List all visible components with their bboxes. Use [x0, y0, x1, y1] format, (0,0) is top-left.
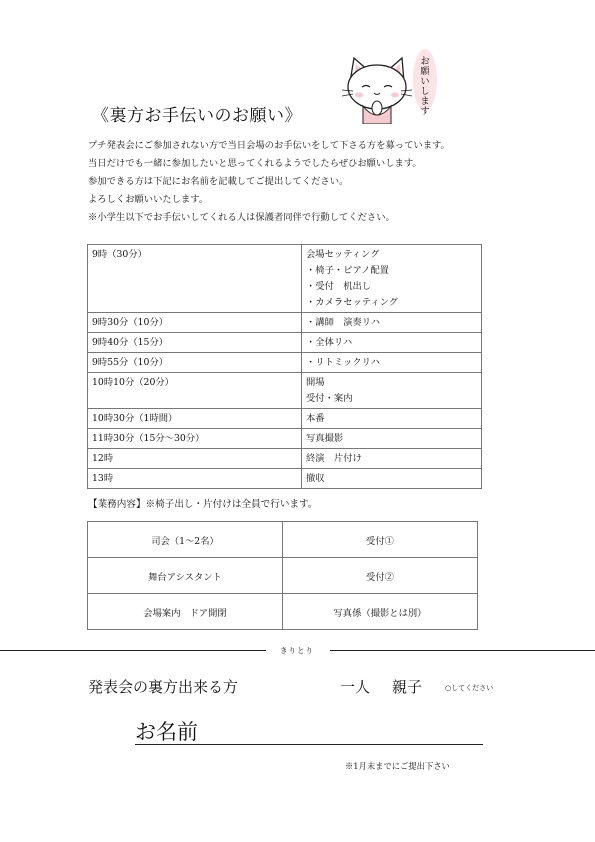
schedule-task: ・カメラセッティング — [306, 297, 399, 308]
schedule-time: 9時55分（10分） — [88, 353, 302, 373]
option-single[interactable]: 一人 — [340, 678, 371, 696]
cut-line-left — [0, 650, 266, 651]
schedule-time: 9時40分（15分） — [88, 333, 302, 353]
roles-row — [88, 558, 478, 594]
schedule-tasks — [302, 469, 482, 489]
schedule-task: ・受付 机出し — [306, 281, 372, 292]
schedule-time: 13時 — [88, 469, 302, 489]
cut-line-right — [330, 650, 595, 651]
section-label: 【業務内容】※椅子出し・片付けは全員で行います。 — [88, 499, 318, 510]
role-cell: 受付① — [283, 522, 478, 558]
schedule-tasks — [302, 429, 482, 449]
schedule-task: ・全体リハ — [306, 337, 353, 348]
schedule-row — [88, 373, 482, 409]
intro-line: 参加できる方は下記にお名前を記載してご提出してください。 — [88, 176, 349, 187]
schedule-tasks — [302, 313, 482, 333]
roles-row — [88, 594, 478, 630]
schedule-row — [88, 353, 482, 373]
schedule-row — [88, 449, 482, 469]
schedule-task: 写真撮影 — [306, 433, 344, 444]
role-cell: 会場案内 ドア開閉 — [88, 594, 283, 630]
schedule-tasks — [302, 245, 482, 313]
schedule-tasks — [302, 333, 482, 353]
schedule-time: 9時（30分） — [88, 245, 302, 313]
schedule-row — [88, 429, 482, 449]
roles-table — [87, 521, 478, 630]
form-title: 発表会の裏方出来る方 — [88, 678, 239, 696]
speech-char: し — [420, 87, 430, 97]
speech-bubble — [413, 49, 437, 117]
schedule-time: 10時10分（20分） — [88, 373, 302, 409]
option-parent-child[interactable]: 親子 — [392, 678, 423, 696]
speech-char: す — [420, 107, 430, 117]
speech-char: 願 — [420, 67, 430, 77]
schedule-row — [88, 245, 482, 313]
schedule-row — [88, 313, 482, 333]
schedule-tasks — [302, 373, 482, 409]
schedule-task: 終演 片付け — [306, 453, 362, 464]
schedule-row — [88, 469, 482, 489]
schedule-task: ・椅子・ピアノ配置 — [306, 265, 389, 276]
schedule-tasks — [302, 449, 482, 469]
schedule-time: 10時30分（1時間） — [88, 409, 302, 429]
schedule-task: 本番 — [306, 413, 325, 424]
role-cell: 受付② — [283, 558, 478, 594]
schedule-task: ・講師 演奏リハ — [306, 317, 381, 328]
schedule-row — [88, 333, 482, 353]
intro-line: 当日だけでも一緒に参加したいと思ってくれるようでしたらぜひお願いします。 — [88, 158, 422, 169]
schedule-task: 会場セッティング — [306, 249, 380, 260]
deadline-note: ※1月末までにご提出下さい — [345, 761, 450, 771]
schedule-table — [87, 244, 482, 489]
schedule-task: 受付・案内 — [306, 393, 353, 404]
speech-char: お — [420, 57, 430, 67]
schedule-task: 撤収 — [306, 473, 325, 484]
roles-row — [88, 522, 478, 558]
schedule-task: ・リトミックリハ — [306, 357, 380, 368]
role-cell: 舞台アシスタント — [88, 558, 283, 594]
speech-char: い — [420, 77, 430, 87]
schedule-row — [88, 409, 482, 429]
intro-line: プチ発表会にご参加されない方で当日会場のお手伝いをして下さる方を募っています。 — [88, 140, 450, 151]
schedule-tasks — [302, 409, 482, 429]
cat-icon — [342, 58, 412, 124]
name-label: お名前 — [135, 720, 198, 744]
cut-label: きりとり — [280, 646, 314, 655]
schedule-time: 12時 — [88, 449, 302, 469]
cat-mascot-illustration — [338, 42, 443, 124]
schedule-time: 11時30分（15分〜30分） — [88, 429, 302, 449]
schedule-time: 9時30分（10分） — [88, 313, 302, 333]
role-cell: 司会（1〜2名） — [88, 522, 283, 558]
name-field[interactable] — [135, 744, 483, 745]
page-title: 《裏方お手伝いのお願い》 — [92, 106, 302, 126]
speech-char: ま — [420, 97, 430, 107]
role-cell: 写真係（撮影とは別） — [283, 594, 478, 630]
intro-line: ※小学生以下でお手伝いしてくれる人は保護者同伴で行動してください。 — [88, 212, 395, 223]
schedule-tasks — [302, 353, 482, 373]
circle-instruction: ○してください — [445, 684, 494, 692]
intro-line: よろしくお願いいたします。 — [88, 194, 209, 205]
schedule-task: 開場 — [306, 377, 325, 388]
